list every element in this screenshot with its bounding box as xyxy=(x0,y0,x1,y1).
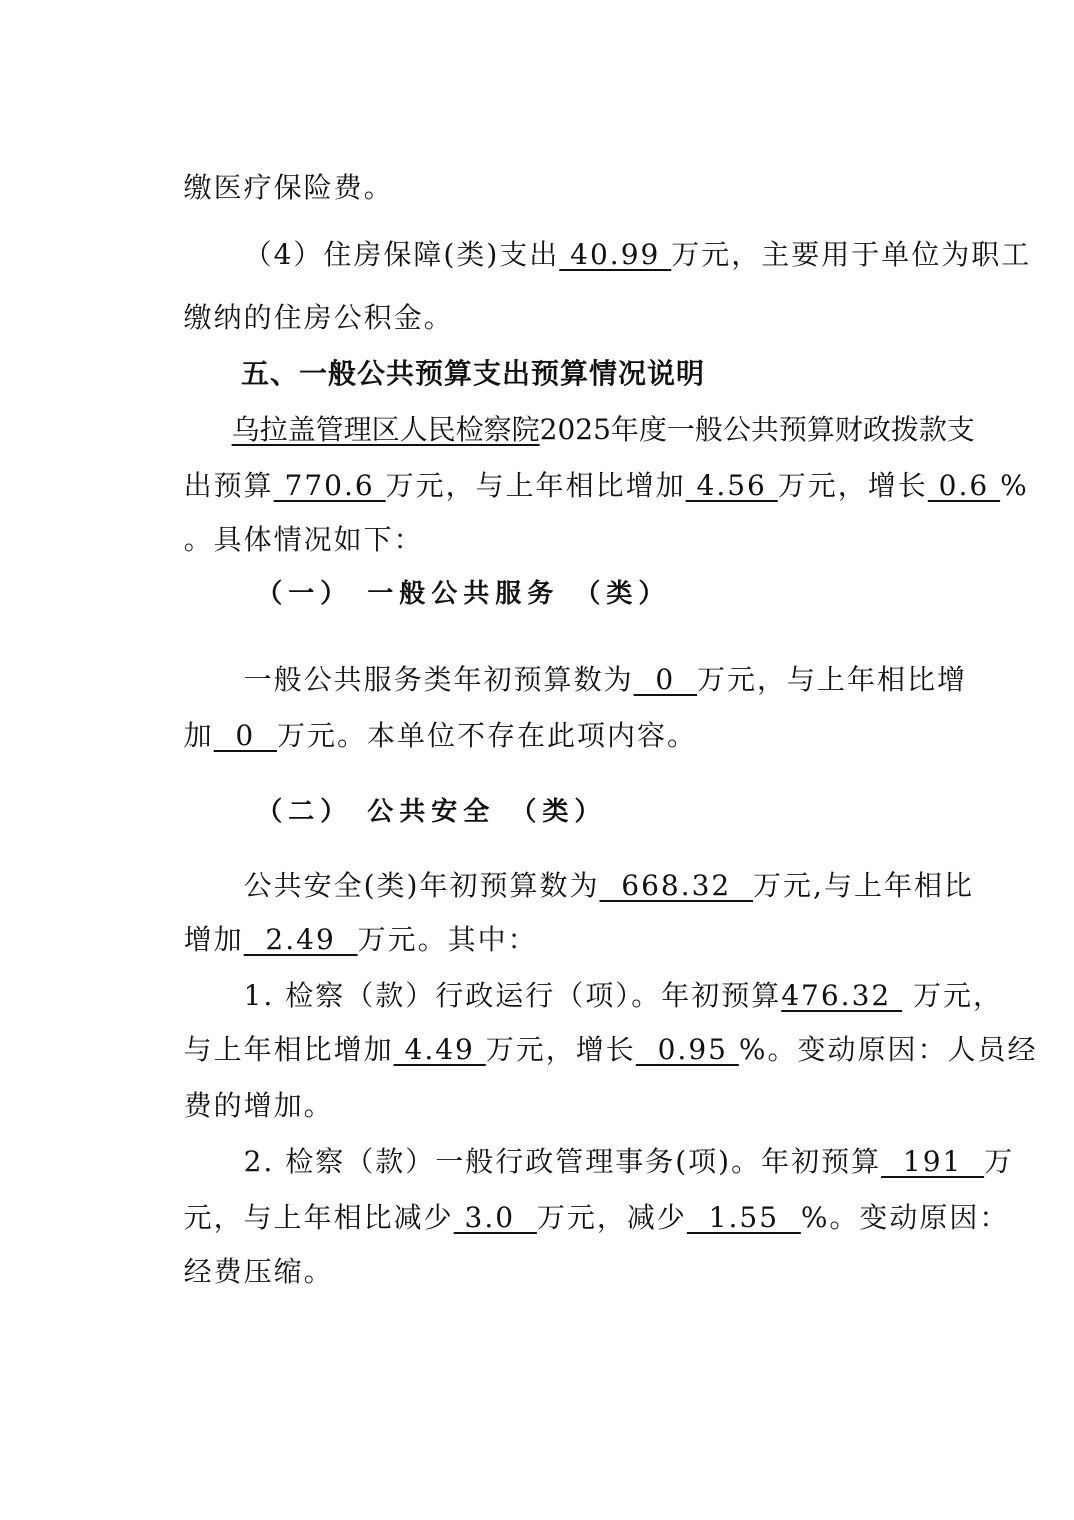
paragraph-text: 元，与上年相比减少 xyxy=(183,1201,454,1234)
organization-name: 乌拉盖管理区人民检察院 xyxy=(231,413,540,446)
paragraph-text: （4）住房保障(类)支出 xyxy=(243,238,560,271)
paragraph-text: 万元， xyxy=(902,979,1004,1012)
paragraph-text: 1. 检察（款）行政运行（项）。年初预算 xyxy=(243,979,782,1012)
paragraph-text: 万元，与上年相比增 xyxy=(697,663,968,696)
paragraph-text: 万元。其中： xyxy=(357,923,538,956)
amount-value: 668.32 xyxy=(599,869,754,902)
paragraph-text: 万元。本单位不存在此项内容。 xyxy=(277,719,698,752)
paragraph-text: 万元，增长 xyxy=(485,1033,636,1066)
paragraph-text: 万元,与上年相比 xyxy=(753,869,974,902)
paragraph-text: 一般公共服务类年初预算数为 xyxy=(243,663,634,696)
paragraph-text: 加 xyxy=(183,719,214,752)
paragraph-text: 2. 检察（款）一般行政管理事务(项)。年初预算 xyxy=(243,1145,882,1178)
paragraph-text: 增加 xyxy=(183,923,244,956)
amount-value: 40.99 xyxy=(559,238,672,271)
paragraph-text: 缴纳的住房公积金。 xyxy=(183,301,454,334)
paragraph-text: %。变动原因：人员经 xyxy=(738,1033,1038,1066)
heading-text: 五、一般公共预算支出预算情况说明 xyxy=(241,357,706,390)
paragraph-text: 与上年相比增加 xyxy=(183,1033,394,1066)
amount-value: 4.49 xyxy=(393,1033,486,1066)
paragraph-text: 。具体情况如下： xyxy=(183,523,424,556)
percent-value: 0.6 xyxy=(927,469,1001,502)
heading-text: （一） 一般公共服务 （类） xyxy=(256,579,671,609)
amount-value: 3.0 xyxy=(453,1201,537,1234)
paragraph-text: 万元，与上年相比增加 xyxy=(385,469,686,502)
percent-value: 1.55 xyxy=(686,1201,801,1234)
paragraph-text: 2025年度一般公共预算财政拨款支 xyxy=(539,413,975,446)
amount-value: 4.56 xyxy=(685,469,778,502)
paragraph-text: 万元，增长 xyxy=(777,469,928,502)
paragraph-text: % xyxy=(1000,469,1029,502)
paragraph-text: 出预算 xyxy=(183,469,274,502)
paragraph-text: 缴医疗保险费。 xyxy=(183,171,394,204)
text-line xyxy=(140,1212,334,1332)
paragraph-text: %。变动原因： xyxy=(800,1201,1010,1234)
amount-value: 0 xyxy=(213,719,278,752)
percent-value: 0.95 xyxy=(635,1033,739,1066)
amount-value: 191 xyxy=(881,1145,985,1178)
paragraph-text: 费的增加。 xyxy=(183,1089,334,1122)
paragraph-text: 万元，减少 xyxy=(536,1201,687,1234)
paragraph-text: 经费压缩。 xyxy=(183,1255,334,1288)
amount-value: 0 xyxy=(633,663,698,696)
paragraph-text: 公共安全(类)年初预算数为 xyxy=(243,869,600,902)
paragraph-text: 万 xyxy=(984,1145,1015,1178)
amount-value: 2.49 xyxy=(243,923,358,956)
amount-value: 476.32 xyxy=(781,979,903,1012)
amount-value: 770.6 xyxy=(273,469,386,502)
paragraph-text: 万元，主要用于单位为职工 xyxy=(671,238,1032,271)
heading-text: （二） 公共安全 （类） xyxy=(256,797,607,827)
